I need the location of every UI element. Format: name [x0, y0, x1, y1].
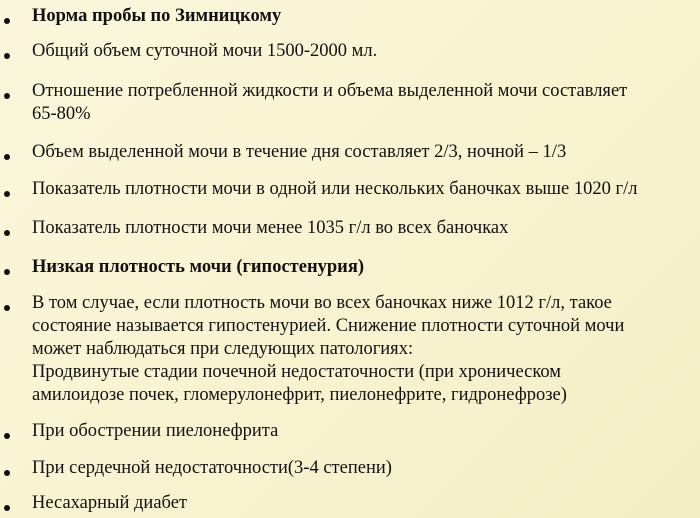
- bullet-icon: [4, 470, 10, 476]
- list-item-text: Объем выделенной мочи в течение дня составляет 2/3, ночной – 1/3: [32, 142, 567, 162]
- bullet-icon: [4, 191, 10, 197]
- list-item-text: Показатель плотности мочи менее 1035 г/л во всех баночках: [32, 218, 509, 238]
- list-item-text: Отношение потребленной жидкости и объема выделенной мочи составляет 65-80%: [32, 81, 628, 124]
- list-item-text: Несахарный диабет: [32, 493, 187, 513]
- list-item-text: При сердечной недостаточности(3-4 степени): [32, 458, 392, 478]
- list-item-text: Показатель плотности мочи в одной или нескольких баночках выше 1020 г/л: [32, 179, 638, 199]
- bullet-icon: [4, 305, 10, 311]
- list-item-heading: Норма пробы по Зимницкому: [32, 6, 282, 26]
- list-item-text: При обострении пиелонефрита: [32, 421, 279, 441]
- bullet-icon: [4, 230, 10, 236]
- list-item-text: В том случае, если плотность мочи во всех баночках ниже 1012 г/л, такое состояние называется гипостенурией. Снижение плотности суточной мочи может наблюдаться при следующих патологиях: Продвинутые стадии почечной недостаточности (при хроническом амилоидозе почек, гломерулонефрит, пиелонефрите, гидронефрозе): [32, 293, 625, 405]
- bullet-icon: [4, 269, 10, 275]
- bullet-icon: [4, 433, 10, 439]
- bullet-icon: [4, 505, 10, 511]
- bullet-icon: [4, 93, 10, 99]
- list-item-heading: Низкая плотность мочи (гипостенурия): [32, 257, 365, 277]
- bullet-icon: [4, 18, 10, 24]
- bullet-icon: [4, 53, 10, 59]
- bullet-icon: [4, 154, 10, 160]
- list-item-text: Общий объем суточной мочи 1500-2000 мл.: [32, 41, 378, 61]
